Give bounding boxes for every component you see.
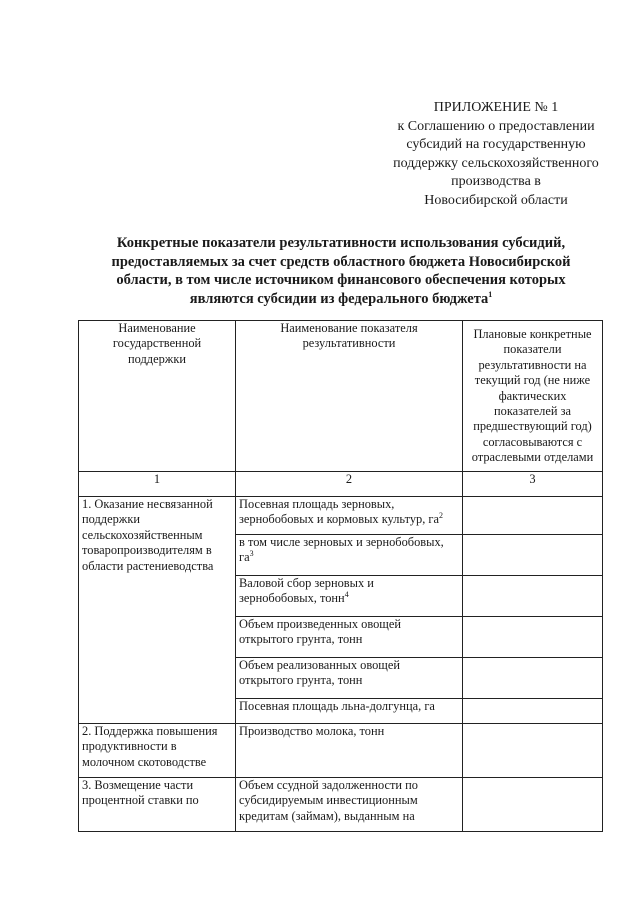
support-cell: 2. Поддержка повышения продуктивности в молочном скотоводстве [79,724,236,778]
indicator-cell: Объем произведенных овощей открытого грунта, тонн [236,617,463,658]
appendix-line: поддержку сельскохозяйственного [393,155,599,171]
value-cell[interactable] [463,617,603,658]
header-planned-indicators: Плановые конкретные показатели результативности на текущий год (не ниже фактических показателей за предшествующий год) согласовываются с отраслевыми отделами [463,321,603,472]
indicator-cell: Посевная площадь льна-долгунца, га [236,699,463,724]
indicator-cell: Валовой сбор зерновых и зернобобовых, тонн$^4$ [236,576,463,617]
table-row [79,724,603,778]
value-cell[interactable] [463,724,603,778]
indicator-cell: Посевная площадь зерновых, зернобобовых и кормовых культур, $га^2$ [236,497,463,535]
value-cell[interactable] [463,778,603,832]
heading-line [80,290,602,309]
appendix-title: ПРИЛОЖЕНИЕ № 1 [433,100,559,115]
heading-line: Конкретные показатели результативности использования субсидий, [116,235,566,251]
value-cell[interactable] [463,658,603,699]
value-cell[interactable] [463,576,603,617]
appendix-line: Новосибирской области [424,192,568,208]
appendix-line: к Соглашению о предоставлении [397,118,595,134]
value-cell[interactable] [463,535,603,576]
indicator-cell: в том числе зерновых и зернобобовых, $га^3$ [236,535,463,576]
support-cell: 1. Оказание несвязанной поддержки сельскохозяйственным товаропроизводителям в области растениеводства [79,497,236,724]
header-support-name: Наименование государственной поддержки [79,321,236,472]
table-row [79,778,603,832]
column-number: 3 [463,472,603,497]
column-numbers-row [79,472,603,497]
value-cell[interactable] [463,699,603,724]
footnote-marker: 4 [344,590,349,600]
header-indicator-name: Наименование показателя результативности [236,321,463,472]
value-cell[interactable] [463,497,603,535]
heading-line: предоставляемых за счет средств областного бюджета Новосибирской [111,253,571,270]
document-heading [80,234,602,308]
column-number: 2 [236,472,463,497]
footnote-marker: 2 [439,511,443,521]
support-cell: 3. Возмещение части процентной ставки по [79,778,236,832]
indicator-cell: Производство молока, тонн [236,724,463,778]
footnote-marker: 3 [249,549,254,559]
table-row [79,497,603,535]
table-header-row [79,321,603,472]
footnote-marker: 1 [488,289,493,299]
heading-line: области, в том числе источником финансового обеспечения которых [116,272,566,288]
indicator-cell: Объем реализованных овощей открытого грунта, тонн [236,658,463,699]
indicator-cell: Объем ссудной задолженности по субсидируемым инвестиционным кредитам (займам), выданным на [236,778,463,832]
indicators-table [78,320,603,832]
appendix-line: субсидий на государственную [406,137,586,153]
column-number: 1 [79,472,236,497]
appendix-header [376,99,616,211]
appendix-line: производства в [451,174,541,190]
heading-line-text: являются субсидии из федерального бюджета [189,290,489,307]
